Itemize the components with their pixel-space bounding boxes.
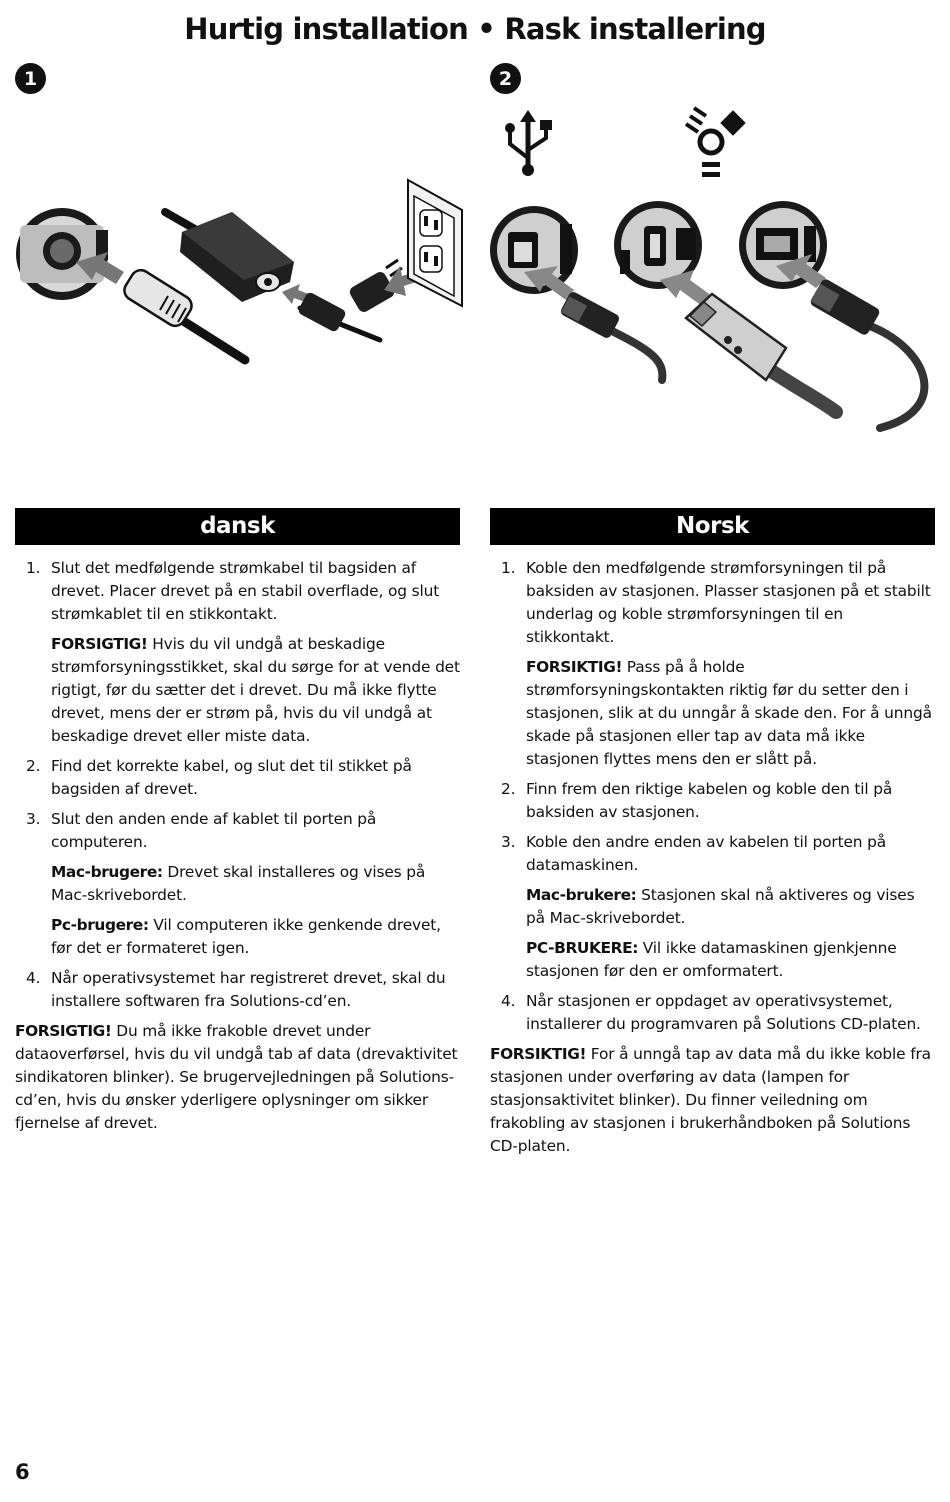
usb-cable bbox=[559, 290, 662, 380]
step-text: Find det korrekte kabel, og slut det til stikket på bagsiden af drevet. bbox=[51, 757, 412, 798]
pc-note bbox=[526, 937, 935, 983]
pc-text: Vil ikke datamaskinen gjenkjenne stasjonen før den er omformatert. bbox=[526, 939, 897, 980]
pc-note bbox=[51, 914, 460, 960]
step-2-badge: 2 bbox=[490, 63, 521, 94]
firewire-icon bbox=[686, 108, 746, 177]
danish-section bbox=[15, 508, 460, 1135]
norwegian-step-1 bbox=[490, 557, 935, 771]
step-text: Når stasjonen er oppdaget av operativsystemet, installerer du programvaren på Solutions CD-platen. bbox=[526, 992, 921, 1033]
danish-step-2 bbox=[15, 755, 460, 801]
caution-text: Pass på å holde strømforsyningskontakten riktig før du setter den i stasjonen, slik at du unngår å skade den. For å unngå skade på stasjonen eller tap av data må ikke stasjonen flyttes mens den er slått på. bbox=[526, 658, 932, 768]
mac-label: Mac-brugere: bbox=[51, 863, 163, 881]
danish-step-4 bbox=[15, 967, 460, 1013]
power-adapter bbox=[165, 212, 294, 302]
page-number: 6 bbox=[15, 1460, 30, 1484]
caution-label: FORSIKTIG! bbox=[490, 1045, 587, 1063]
danish-step-1 bbox=[15, 557, 460, 748]
caution-label: FORSIGTIG! bbox=[51, 635, 148, 653]
step-text: Finn frem den riktige kabelen og koble den til på baksiden av stasjonen. bbox=[526, 780, 893, 821]
danish-heading: dansk bbox=[15, 508, 460, 545]
step-1-badge: 1 bbox=[15, 63, 46, 94]
pc-label: Pc-brugere: bbox=[51, 916, 149, 934]
installation-illustration bbox=[0, 100, 950, 450]
usb-icon bbox=[505, 110, 552, 176]
caution-note bbox=[51, 633, 460, 748]
caution-text: For å unngå tap av data må du ikke koble fra stasjonen under overføring av data (lampen for stasjonsaktivitet blinker). Du finner veiledning om frakobling av stasjonen i brukerhåndboken på Solutions CD-platen. bbox=[490, 1045, 931, 1155]
step-text: Koble den medfølgende strømforsyningen til på baksiden av stasjonen. Plasser stasjonen på et stabilt underlag og koble strømforsyningen til en stikkontakt. bbox=[526, 559, 931, 646]
danish-step-3 bbox=[15, 808, 460, 960]
step-text: Slut den anden ende af kablet til porten på computeren. bbox=[51, 810, 377, 851]
step-number: 3. bbox=[26, 810, 41, 828]
wall-outlet bbox=[408, 180, 462, 306]
mac-note bbox=[51, 861, 460, 907]
page-title: Hurtig installation • Rask installering bbox=[184, 12, 766, 46]
danish-final-caution bbox=[15, 1020, 460, 1135]
mac-text: Drevet skal installeres og vises på Mac-skrivebordet. bbox=[51, 863, 426, 904]
caution-note bbox=[526, 656, 935, 771]
drive-power-port-closeup bbox=[16, 208, 108, 300]
caution-text: Hvis du vil undgå at beskadige strømforsyningsstikket, skal du sørge for at vende det rigtigt, før du sætter det i drevet. Du må ikke flytte drevet, mens der er strøm på, hvis du vil undgå at beskadige drevet eller miste data. bbox=[51, 635, 460, 745]
step-text: Slut det medfølgende strømkabel til bagsiden af drevet. Placer drevet på en stabil overflade, og slut strømkablet til en stikkontakt. bbox=[51, 559, 440, 623]
firewire-cable bbox=[686, 294, 836, 412]
step-number: 4. bbox=[501, 992, 516, 1010]
norwegian-steps bbox=[490, 557, 935, 1036]
mac-note bbox=[526, 884, 935, 930]
step-number: 4. bbox=[26, 969, 41, 987]
mac-label: Mac-brukere: bbox=[526, 886, 637, 904]
step-text: Når operativsystemet har registreret drevet, skal du installere softwaren fra Solutions-cd’en. bbox=[51, 969, 446, 1010]
norwegian-section bbox=[490, 508, 935, 1158]
step-number: 1. bbox=[26, 559, 41, 577]
step-text: Koble den andre enden av kabelen til porten på datamaskinen. bbox=[526, 833, 887, 874]
norwegian-step-4 bbox=[490, 990, 935, 1036]
mac-text: Stasjonen skal nå aktiveres og vises på Mac-skrivebordet. bbox=[526, 886, 915, 927]
caution-label: FORSIKTIG! bbox=[526, 658, 623, 676]
pc-text: Vil computeren ikke genkende drevet, før det er formateret igen. bbox=[51, 916, 441, 957]
norwegian-step-3 bbox=[490, 831, 935, 983]
step-number: 2. bbox=[501, 780, 516, 798]
step-number: 3. bbox=[501, 833, 516, 851]
norwegian-final-caution bbox=[490, 1043, 935, 1158]
danish-steps bbox=[15, 557, 460, 1013]
caution-label: FORSIGTIG! bbox=[15, 1022, 112, 1040]
caution-text: Du må ikke frakoble drevet under dataoverførsel, hvis du vil undgå tab af data (drevaktivitet sindikatoren blinker). Se brugervejledningen på Solutions-cd’en, hvis du ønsker yderligere oplysninger om sikker fjernelse af drevet. bbox=[15, 1022, 458, 1132]
step-number: 1. bbox=[501, 559, 516, 577]
norwegian-heading: Norsk bbox=[490, 508, 935, 545]
norwegian-step-2 bbox=[490, 778, 935, 824]
pc-label: PC-BRUKERE: bbox=[526, 939, 638, 957]
step-number: 2. bbox=[26, 757, 41, 775]
